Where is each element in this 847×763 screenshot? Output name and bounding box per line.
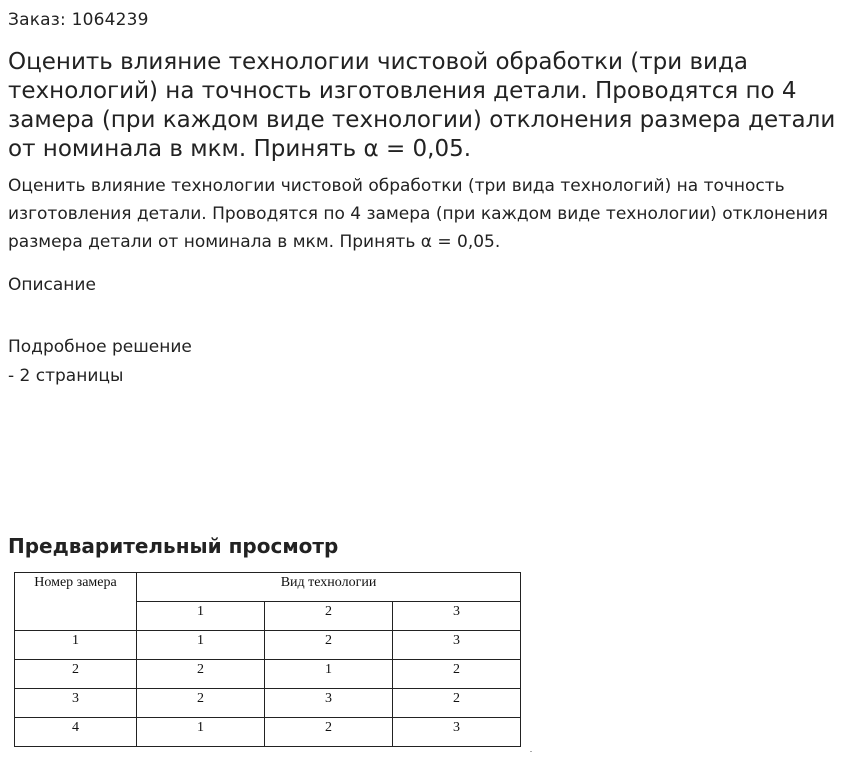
table-cell: 3 — [393, 718, 521, 747]
table-cell: 2 — [137, 660, 265, 689]
table-row — [15, 689, 521, 718]
table-cell: 3 — [265, 689, 393, 718]
solution-detail-label: Подробное решение — [8, 337, 192, 357]
row-number-cell: 3 — [15, 689, 137, 718]
table-cell: 1 — [137, 718, 265, 747]
task-description: Оценить влияние технологии чистовой обработки (три вида технологий) на точность изготовления детали. Проводятся по 4 замера (при каждом виде технологии) отклонения размера детали от номинала в мкм. Принять α = 0,05. — [8, 176, 828, 252]
preview-heading: Предварительный просмотр — [8, 534, 339, 558]
solution-pages-count: - 2 страницы — [8, 366, 124, 386]
description-heading: Описание — [8, 275, 96, 295]
table-cell: 1 — [137, 631, 265, 660]
subheader-cell: 1 — [137, 602, 265, 631]
table-header-row — [15, 573, 521, 602]
preview-image — [14, 572, 521, 748]
table-cell: 2 — [393, 689, 521, 718]
table-cell: 1 — [265, 660, 393, 689]
table-cell: 3 — [393, 631, 521, 660]
row-number-cell: 4 — [15, 718, 137, 747]
header-technology-type: Вид технологии — [137, 573, 521, 602]
table-row — [15, 631, 521, 660]
table-cell: 2 — [393, 660, 521, 689]
table-cell: 2 — [137, 689, 265, 718]
header-measurement-number: Номер замера — [15, 573, 137, 631]
subheader-cell: 2 — [265, 602, 393, 631]
decorative-dot — [530, 751, 532, 752]
table-cell: 2 — [265, 718, 393, 747]
table-cell: 2 — [265, 631, 393, 660]
subheader-cell: 3 — [393, 602, 521, 631]
table-row — [15, 718, 521, 747]
row-number-cell: 1 — [15, 631, 137, 660]
page-title: Оценить влияние технологии чистовой обработки (три вида технологий) на точность изготовления детали. Проводятся по 4 замера (при каждом виде технологии) отклонения размера детали от номинала в мкм. Принять α = 0,05. — [8, 49, 836, 162]
row-number-cell: 2 — [15, 660, 137, 689]
order-number: Заказ: 1064239 — [8, 10, 149, 30]
table-row — [15, 660, 521, 689]
preview-table — [14, 572, 521, 747]
